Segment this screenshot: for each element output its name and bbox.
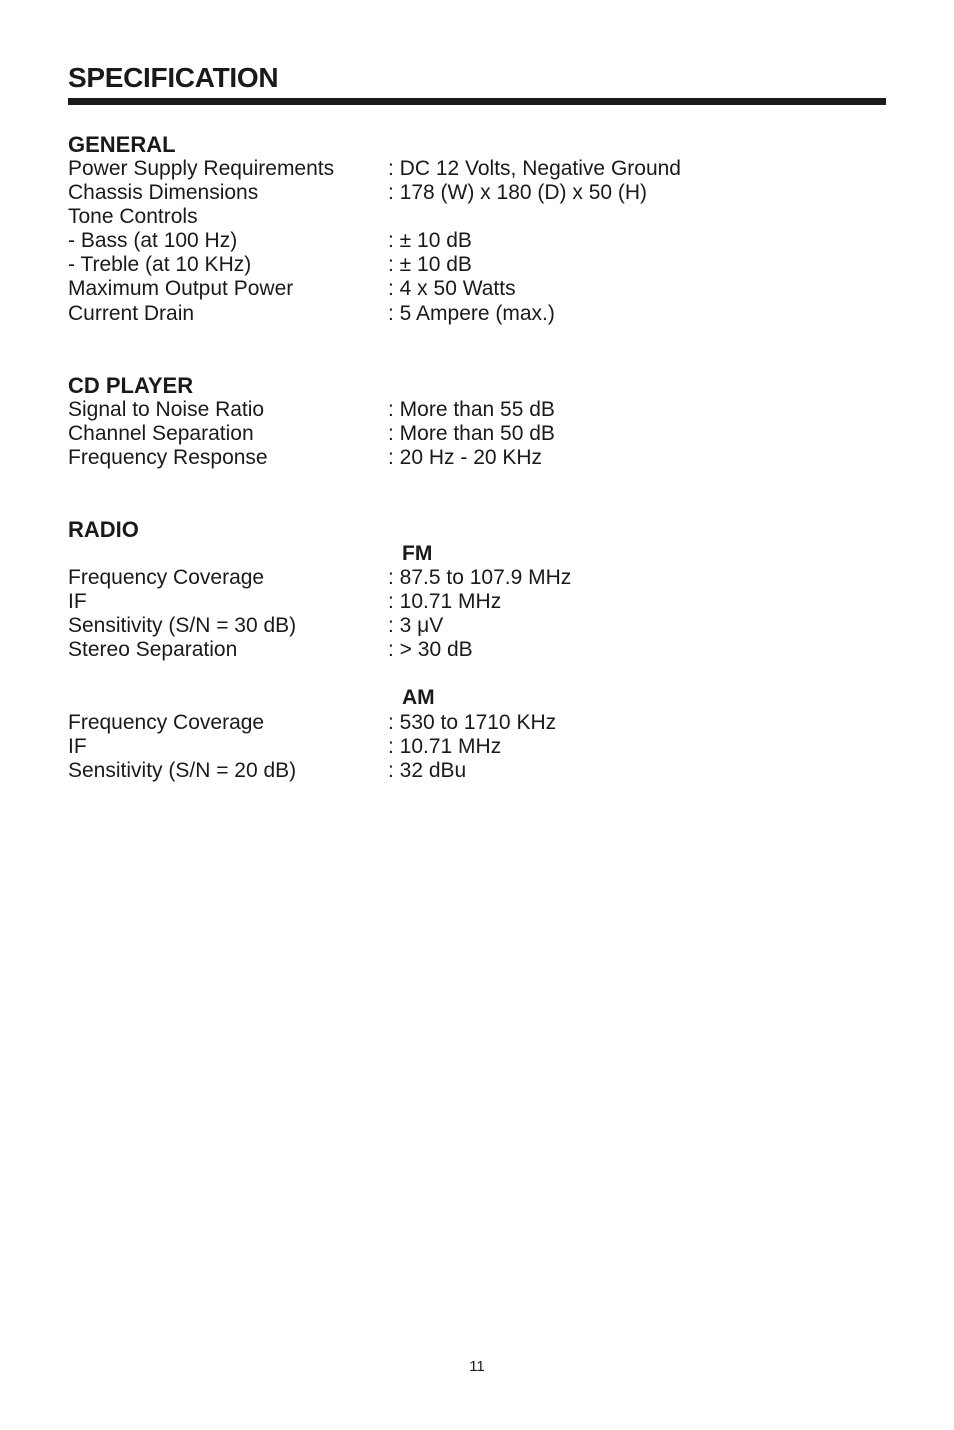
radio-heading: RADIO	[68, 517, 139, 542]
spec-row	[68, 566, 888, 590]
spec-label: Tone Controls	[68, 205, 198, 229]
spec-value: : 10.71 MHz	[388, 590, 502, 614]
spec-value: : DC 12 Volts, Negative Ground	[388, 157, 681, 180]
spec-row	[68, 638, 888, 662]
spec-value: : > 30 dB	[388, 638, 473, 662]
spec-label: Signal to Noise Ratio	[68, 398, 265, 421]
spec-row	[68, 422, 888, 446]
spec-row	[68, 253, 888, 277]
spec-value: : 530 to 1710 KHz	[388, 710, 557, 734]
spec-value	[388, 205, 888, 229]
spec-row	[68, 614, 888, 638]
spec-row	[68, 205, 888, 229]
general-heading: GENERAL	[68, 132, 176, 157]
spec-label: - Treble (at 10 KHz)	[68, 253, 252, 277]
spec-value: : 10.71 MHz	[388, 734, 502, 758]
spec-value: : 87.5 to 107.9 MHz	[388, 566, 572, 590]
page-title: SPECIFICATION	[68, 62, 279, 93]
spec-value: : More than 50 dB	[388, 422, 555, 446]
spec-label: Stereo Separation	[68, 638, 238, 662]
spec-label: Frequency Coverage	[68, 710, 265, 734]
spec-label: Current Drain	[68, 301, 195, 325]
spec-label: Frequency Coverage	[68, 566, 265, 590]
spec-row	[68, 735, 888, 759]
spec-label: Sensitivity (S/N = 30 dB)	[68, 614, 297, 638]
spec-value: : 178 (W) x 180 (D) x 50 (H)	[388, 181, 648, 205]
spec-row	[68, 711, 888, 735]
spec-label: Frequency Response	[68, 446, 268, 470]
spec-row	[68, 181, 888, 205]
spec-row	[68, 229, 888, 253]
spec-label: Channel Separation	[68, 422, 254, 446]
title-divider	[68, 98, 886, 105]
cd-player-section	[68, 374, 888, 470]
am-band-label: AM	[402, 686, 435, 710]
spec-row	[68, 398, 888, 422]
radio-section	[68, 518, 888, 783]
spec-value: : 5 Ampere (max.)	[388, 301, 555, 325]
spec-label: IF	[68, 734, 87, 758]
spec-value: : 3 μV	[388, 614, 444, 638]
spec-label: Chassis Dimensions	[68, 181, 259, 205]
cd-player-heading: CD PLAYER	[68, 373, 194, 398]
page-number: 11	[469, 1358, 485, 1375]
spec-value: : 20 Hz - 20 KHz	[388, 446, 543, 470]
spec-label: Maximum Output Power	[68, 277, 294, 301]
spec-value: : 4 x 50 Watts	[388, 277, 516, 301]
spec-row	[68, 277, 888, 301]
spec-row	[68, 759, 888, 783]
spec-row	[68, 157, 888, 181]
spec-label: IF	[68, 590, 87, 614]
general-section	[68, 133, 888, 326]
spec-row	[68, 446, 888, 470]
spec-value: : More than 55 dB	[388, 398, 555, 421]
spec-value: : ± 10 dB	[388, 229, 472, 253]
spec-row	[68, 302, 888, 326]
spec-row	[68, 590, 888, 614]
spec-label: - Bass (at 100 Hz)	[68, 229, 238, 253]
spec-value: : ± 10 dB	[388, 253, 472, 277]
fm-band-label: FM	[402, 542, 433, 565]
spec-label: Power Supply Requirements	[68, 157, 335, 180]
spec-label: Sensitivity (S/N = 20 dB)	[68, 758, 297, 782]
spec-value: : 32 dBu	[388, 758, 467, 782]
